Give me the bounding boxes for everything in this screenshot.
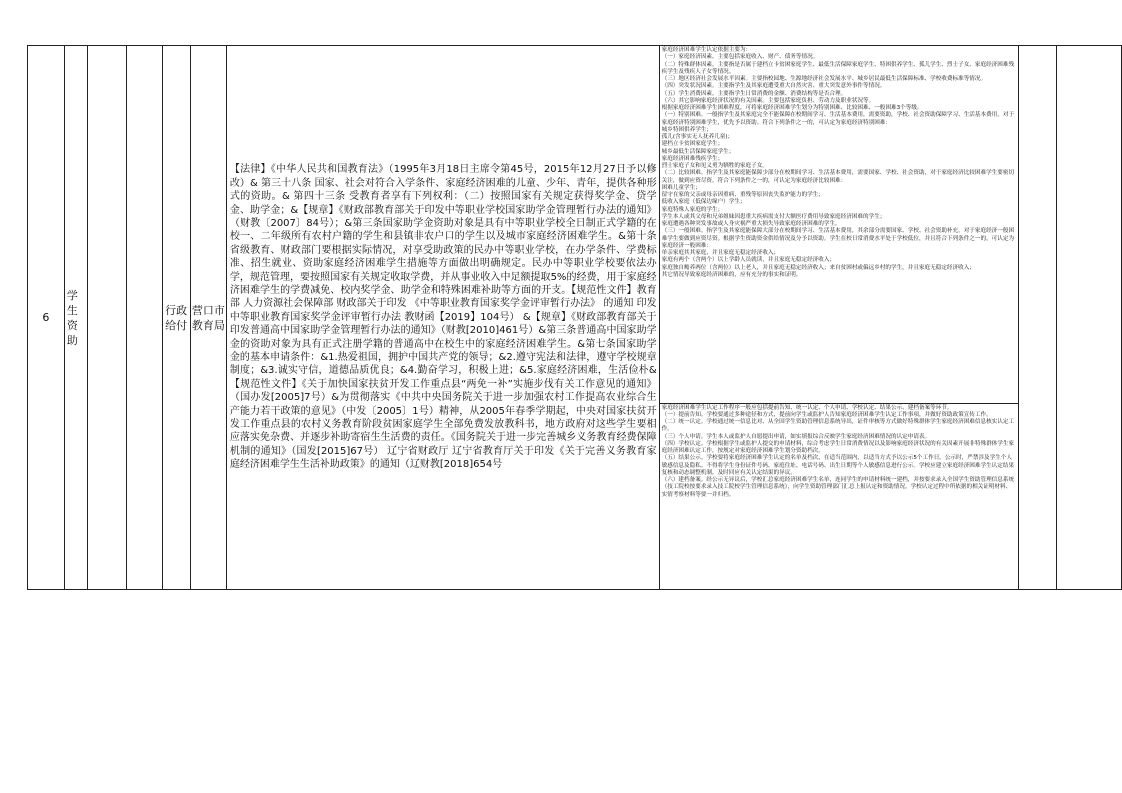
detail-line: （三）一般困难。指学生及其家庭能保障大部分在校期间学习、生活基本费用，其余部分需要国家、学校、社会资助补充。对于家庭经济一般困难学生要做到应资尽资。根据学生资助资金供给情况及分予以资助。学生在校日常消费水平处于学校低位，并且符合下列条件之一的，可认定为家庭经济一般困难： <box>661 228 1015 249</box>
detail-line: 留守在家的父亲或母亲因重病、重残等原因丧失监护能力的学生； <box>661 192 824 198</box>
detail-line: （四）学校认定。学校根据学生或监护人提交的申请材料，综合考虑学生日常消费情况以及影响家庭经济状况的有关因素开展非特殊群体学生家庭经济困难认定工作，按规定对家庭经济困难学生划分资助档次。 <box>661 440 1015 454</box>
cell-detail <box>659 46 1018 590</box>
detail-line: （五）学生消费因素。主要指学生日常消费的金额、消费结构等是否合理。 <box>661 90 847 97</box>
detail-line: 城乡特困供养学生； <box>661 126 712 133</box>
table-sheet <box>27 45 1122 590</box>
detail-split-table <box>660 46 1018 500</box>
detail-line: （一）特别困难。一般指学生及其家庭完全不能保障在校期间学习、生活基本费用，需要资助，学校、社会资助保障学习、生活基本费用，对于家庭经济特别困难学生，优先予以资助。符合下列条件之一的，可认定为家庭经济特别困难： <box>661 112 1015 126</box>
detail-line: 家庭有两个（含两个）以上学龄人员就读，并且家庭无稳定经济收入； <box>661 257 836 264</box>
detail-line: （二）统一认定。学校通过统一信息比对、从全国学生资助管理信息系统导出，证件审核等方式做好特殊群体学生家庭经济困难信息核实认定工作。 <box>661 419 1015 433</box>
detail-line: 家庭经济困难学生认定工作程序一般应包括提前告知、统一认定、个人申请、学校认定、结果公示、建档备案等环节。 <box>661 404 953 411</box>
detail-line: （一）家庭经济因素。主要包括家庭收入、财产、债务等情况。 <box>661 54 819 61</box>
detail-line: 家庭遭遇各种突发事故或人身灾祸严重大损失导致家庭经济困难的学生。 <box>661 221 841 227</box>
detail-line: （二）特殊群体因素。主要指是否属于建档立卡贫困家庭学生、最低生活保障家庭学生、特困供养学生、孤儿学生、烈士子女、家庭经济困难残疾学生及残疾人子女等情况。 <box>661 61 1015 75</box>
detail-line: 根据家庭经济困难学生困难程度，可将家庭经济困难学生划分为特别困难、比较困难、一般困难3个等级。 <box>661 105 923 111</box>
detail-line: 建档立卡贫困家庭学生； <box>661 141 724 148</box>
detail-line: 家庭特殊人家庭的学生； <box>661 206 724 213</box>
cell-number: 6 <box>28 46 65 590</box>
cell-type: 行政给付 <box>162 46 190 590</box>
detail-line: （五）结果公示。学校要将家庭经济困难学生认定的名单及档次，在适当范围内，以适当方式予以公示5个工作日。公示时，严禁涉及学生个人敏感信息及隐私。不得将学生身份证件号码、家庭住址、电话号码、出生日期等个人敏感信息进行公示。学校应建立家庭经济困难学生认定结果复核和动态调整机制，及时回应有关认定结果的异议。 <box>661 455 1015 476</box>
detail-line: （三）地区经济社会发展水平因素。主要指校园地、生源地经济社会发展水平、城乡居民最低生活保障标准、学校收费标准等情况。 <box>661 76 987 82</box>
detail-line: （三）个人申请。学生本人或监护人自愿提出申请，如实填报综合反映学生家庭经济困难情况的认定申请表。 <box>661 433 931 440</box>
cell-empty-9 <box>1019 46 1057 590</box>
detail-line: （一）提前告知。学校要通过多种途径和方式，提前向学生或监护人告知家庭经济困难学生认定工作事项，并做好资助政策宣传工作。 <box>661 411 992 418</box>
detail-line: （六）其它影响家庭经济状况的有关因素。主要包括家庭负担、劳动力及职业状况等。 <box>661 97 875 104</box>
cell-dept: 营口市教育局 <box>190 46 226 590</box>
detail-line: 学生本人或其父母和兄弟姐妹因患重大疾病需支付大额医疗费用导致家庭经济困难的学生； <box>661 213 886 220</box>
detail-line: （六）建档备案。经公示无异议后，学校汇总家庭经济困难学生名单，连同学生的申请材料统一建档，并按要求录入全国学生资助管理信息系统（技工院校按要求录入技工院校学生管理信息系统），向学生资助管理部门汇总上报认定和资助情况。学校认定过程中所依据的相关证明材料、实情考察材料等要一并归档。 <box>661 477 1015 498</box>
table-row <box>28 46 1122 590</box>
detail-line: （二）比较困难。指学生及其家庭能保障少部分在校期间学习、生活基本费用，需要国家、学校、社会资助，对于家庭经济比较困难学生要密切关注，做到应资尽资。符合下列条件之一的，可认定为家庭经济比较困难： <box>661 170 1015 184</box>
detail-line: 家庭经济困难残疾学生； <box>661 155 724 162</box>
detail-criteria <box>660 46 1018 403</box>
detail-line: 城乡最低生活保障家庭学生； <box>661 148 735 155</box>
detail-line: 低收入家庭（低保边缘户）学生； <box>661 199 746 206</box>
cell-empty-3 <box>88 46 126 590</box>
detail-line: 烈士家庭子女和见义勇为牺牲的家庭子女。 <box>661 163 768 169</box>
detail-procedure <box>660 403 1018 500</box>
detail-line: 其它情况导致家庭经济困难的，应有充分的事实和证明。 <box>661 271 802 278</box>
detail-line: 单亲家庭其其家庭，并且家庭无稳定经济收入； <box>661 250 780 256</box>
cell-empty-10 <box>1057 46 1122 590</box>
detail-line: 困难儿童学生； <box>661 184 701 191</box>
cell-empty-4 <box>126 46 162 590</box>
detail-line: 家庭经济困难学生认定依据主要为： <box>661 47 752 53</box>
cell-legal-basis: 【法律】《中华人民共和国教育法》（1995年3月18日主席令第45号，2015年12月27日予以修改）& 第三十八条 国家、社会对符合入学条件、家庭经济困难的儿童、少年、青年，提供各种形式的资助。& 第四十三条 受教育者享有下列权利：（二）按照国家有关规定获得奖学金、贷学金、助学金；&【规章】《财政部教育部关于印发中等职业学校国家助学金管理暂行办法的通知》（财教〔2007〕84号）；&第三条国家助学金资助对象是具有中等职业学校全日制正式学籍的在校一、二年级所有农村户籍的学生和县镇非农户口的学生以及城市家庭经济困难学生。&第十条省级教育、财政部门要根据实际情况，对享受助政策的民办中等职业学校，在办学条件、学费标准、招生就业、资助家庭经济困难学生措施等方面做出明确规定。民办中等职业学校要依法办学，规范管理，要按照国家有关规定收取学费，并从事业收入中足额提取5%的经费，用于家庭经济困难学生的学费减免、校内奖学金、助学金和特殊困难补助等方面的开支。【规范性文件】教育部 人力资源社会保障部 财政部关于印发 《中等职业教育国家奖学金评审暂行办法》 的通知 印发中等职业教育国家奖学金评审暂行办法 教财函【2019】104号） &【规章】《财政部教育部关于印发普通高中国家助学金管理暂行办法的通知》（财教[2010]461号）&第三条普通高中国家助学金的资助对象为具有正式注册学籍的普通高中在校生中的家庭经济困难学生。&第七条国家助学金的基本申请条件：&1.热爱祖国，拥护中国共产党的领导；&2.遵守宪法和法律，遵守学校规章制度；&3.诚实守信，道德品质优良；&4.勤奋学习，积极上进；&5.家庭经济困难，生活俭朴&【规范性文件】《关于加快国家扶贫开发工作重点县“两免一补”实施步伐有关工作意见的通知》（国办发[2005]7号）&为贯彻落实《中共中央国务院关于进一步加强农村工作提高农业综合生产能力若干政策的意见》（中发〔2005〕1号）精神，从2005年春季学期起，中央对国家扶贫开发工作重点县的农村义务教育阶段贫困家庭学生全部免费发放教科书，地方政府对这些学生要相应落实免杂费、并逐步补助寄宿生生活费的责任。《国务院关于进一步完善城乡义务教育经费保障机制的通知》（国发[2015]67号） 辽宁省财政厅 辽宁省教育厅关于印发《关于完善义务教育家庭经济困难学生生活补助政策》的通知（辽财教[2018]654号 <box>226 46 659 590</box>
detail-line: 家庭独自赡养两位（含两位）以上老人，并且家庭无稳定经济收入；来自贫困村或偏远乡村的学生，并且家庭无稳定经济收入； <box>661 264 975 271</box>
detail-line: 孤儿(含事实无人抚养儿童)； <box>661 134 734 140</box>
cell-category: 学生资助 <box>64 46 88 590</box>
detail-line: （四）突发状况因素。主要指学生及其家庭遭受重大自然灾害、重大突发意外事件等情况。 <box>661 83 886 90</box>
